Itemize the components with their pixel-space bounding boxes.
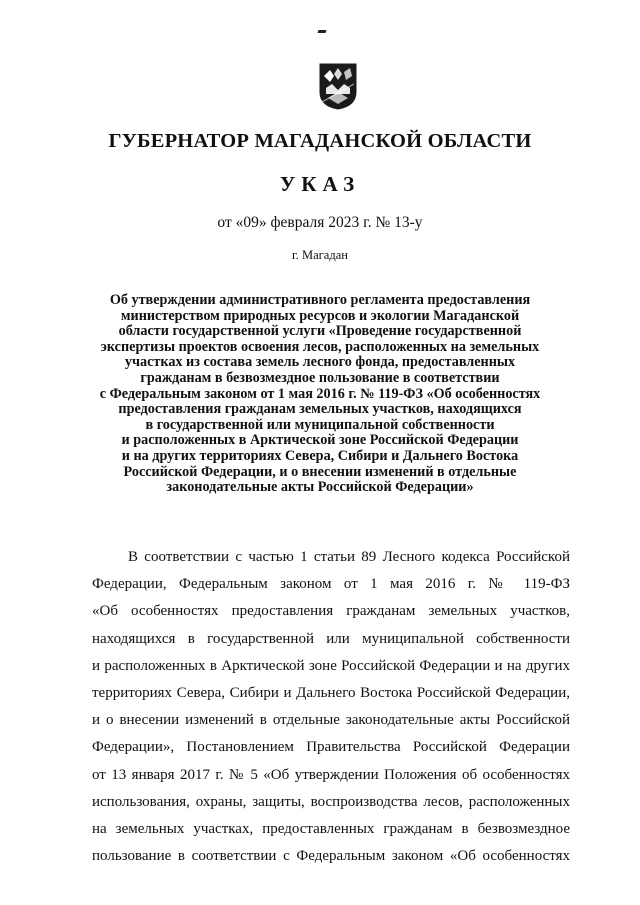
body-line: на земельных участках, предоставленных гражданам в безвозмездное [92,820,570,837]
subject-line: с Федеральным законом от 1 мая 2016 г. № 119-ФЗ «Об особенностях [99,385,541,402]
body-line: территориях Севера, Сибири и Дальнего Востока Российской Федерации, [92,684,570,701]
decree-body-paragraph [92,544,570,870]
body-line: В соответствии с частью 1 статьи 89 Лесного кодекса Российской [128,549,570,565]
subject-line: Об утверждении административного регламента предоставления [109,292,531,308]
body-line: от 13 января 2017 г. № 5 «Об утверждении Положения об особенностях [92,766,570,783]
body-line: находящихся в государственной или муниципальной собственности [92,630,570,647]
subject-line: и на других территориях Севера, Сибири и Дальнего Востока [121,447,519,464]
decree-subject [70,293,570,496]
body-line: Федерации, Федеральным законом от 1 мая 2016 г. № 119-ФЗ [92,576,570,593]
body-line: пользование в соответствии с Федеральным законом «Об особенностях [92,848,570,865]
body-line: и расположенных в Арктической зоне Российской Федерации и на других [92,657,570,674]
subject-line: предоставления гражданам земельных участков, находящихся [118,401,522,418]
subject-line: области государственной услуги «Проведение государственной [118,323,522,340]
document-type-title: УКАЗ [279,172,361,196]
subject-line: участках из состава земель лесного фонда, предоставленных [124,354,516,371]
subject-line: экспертизы проектов освоения лесов, расположенных на земельных [100,338,540,355]
subject-line: Российской Федерации, и о внесении изменений в отдельные [123,463,517,480]
decree-date-number: от «09» февраля 2023 г. № 13-у [217,214,423,231]
decree-city: г. Магадан [292,248,348,262]
body-line: «Об особенностях предоставления гражданам земельных участков, [92,603,570,620]
governor-title: ГУБЕРНАТОР МАГАДАНСКОЙ ОБЛАСТИ [108,130,532,152]
body-line: и о внесении изменений в отдельные законодательные акты Российской [92,712,570,729]
subject-line: в государственной или муниципальной собственности [145,416,495,433]
subject-line: министерством природных ресурсов и экологии Магаданской [120,307,520,324]
body-line: использования, охраны, защиты, воспроизводства лесов, расположенных [92,793,570,810]
subject-line: и расположенных в Арктической зоне Российской Федерации [121,432,519,449]
magadan-coat-of-arms-icon [318,62,358,110]
scan-artifact [317,30,326,33]
subject-line: законодательные акты Российской Федерации» [166,479,474,496]
body-line: Федерации», Постановлением Правительства Российской Федерации [92,739,570,756]
subject-line: гражданам в безвозмездное пользование в соответствии [140,369,500,386]
